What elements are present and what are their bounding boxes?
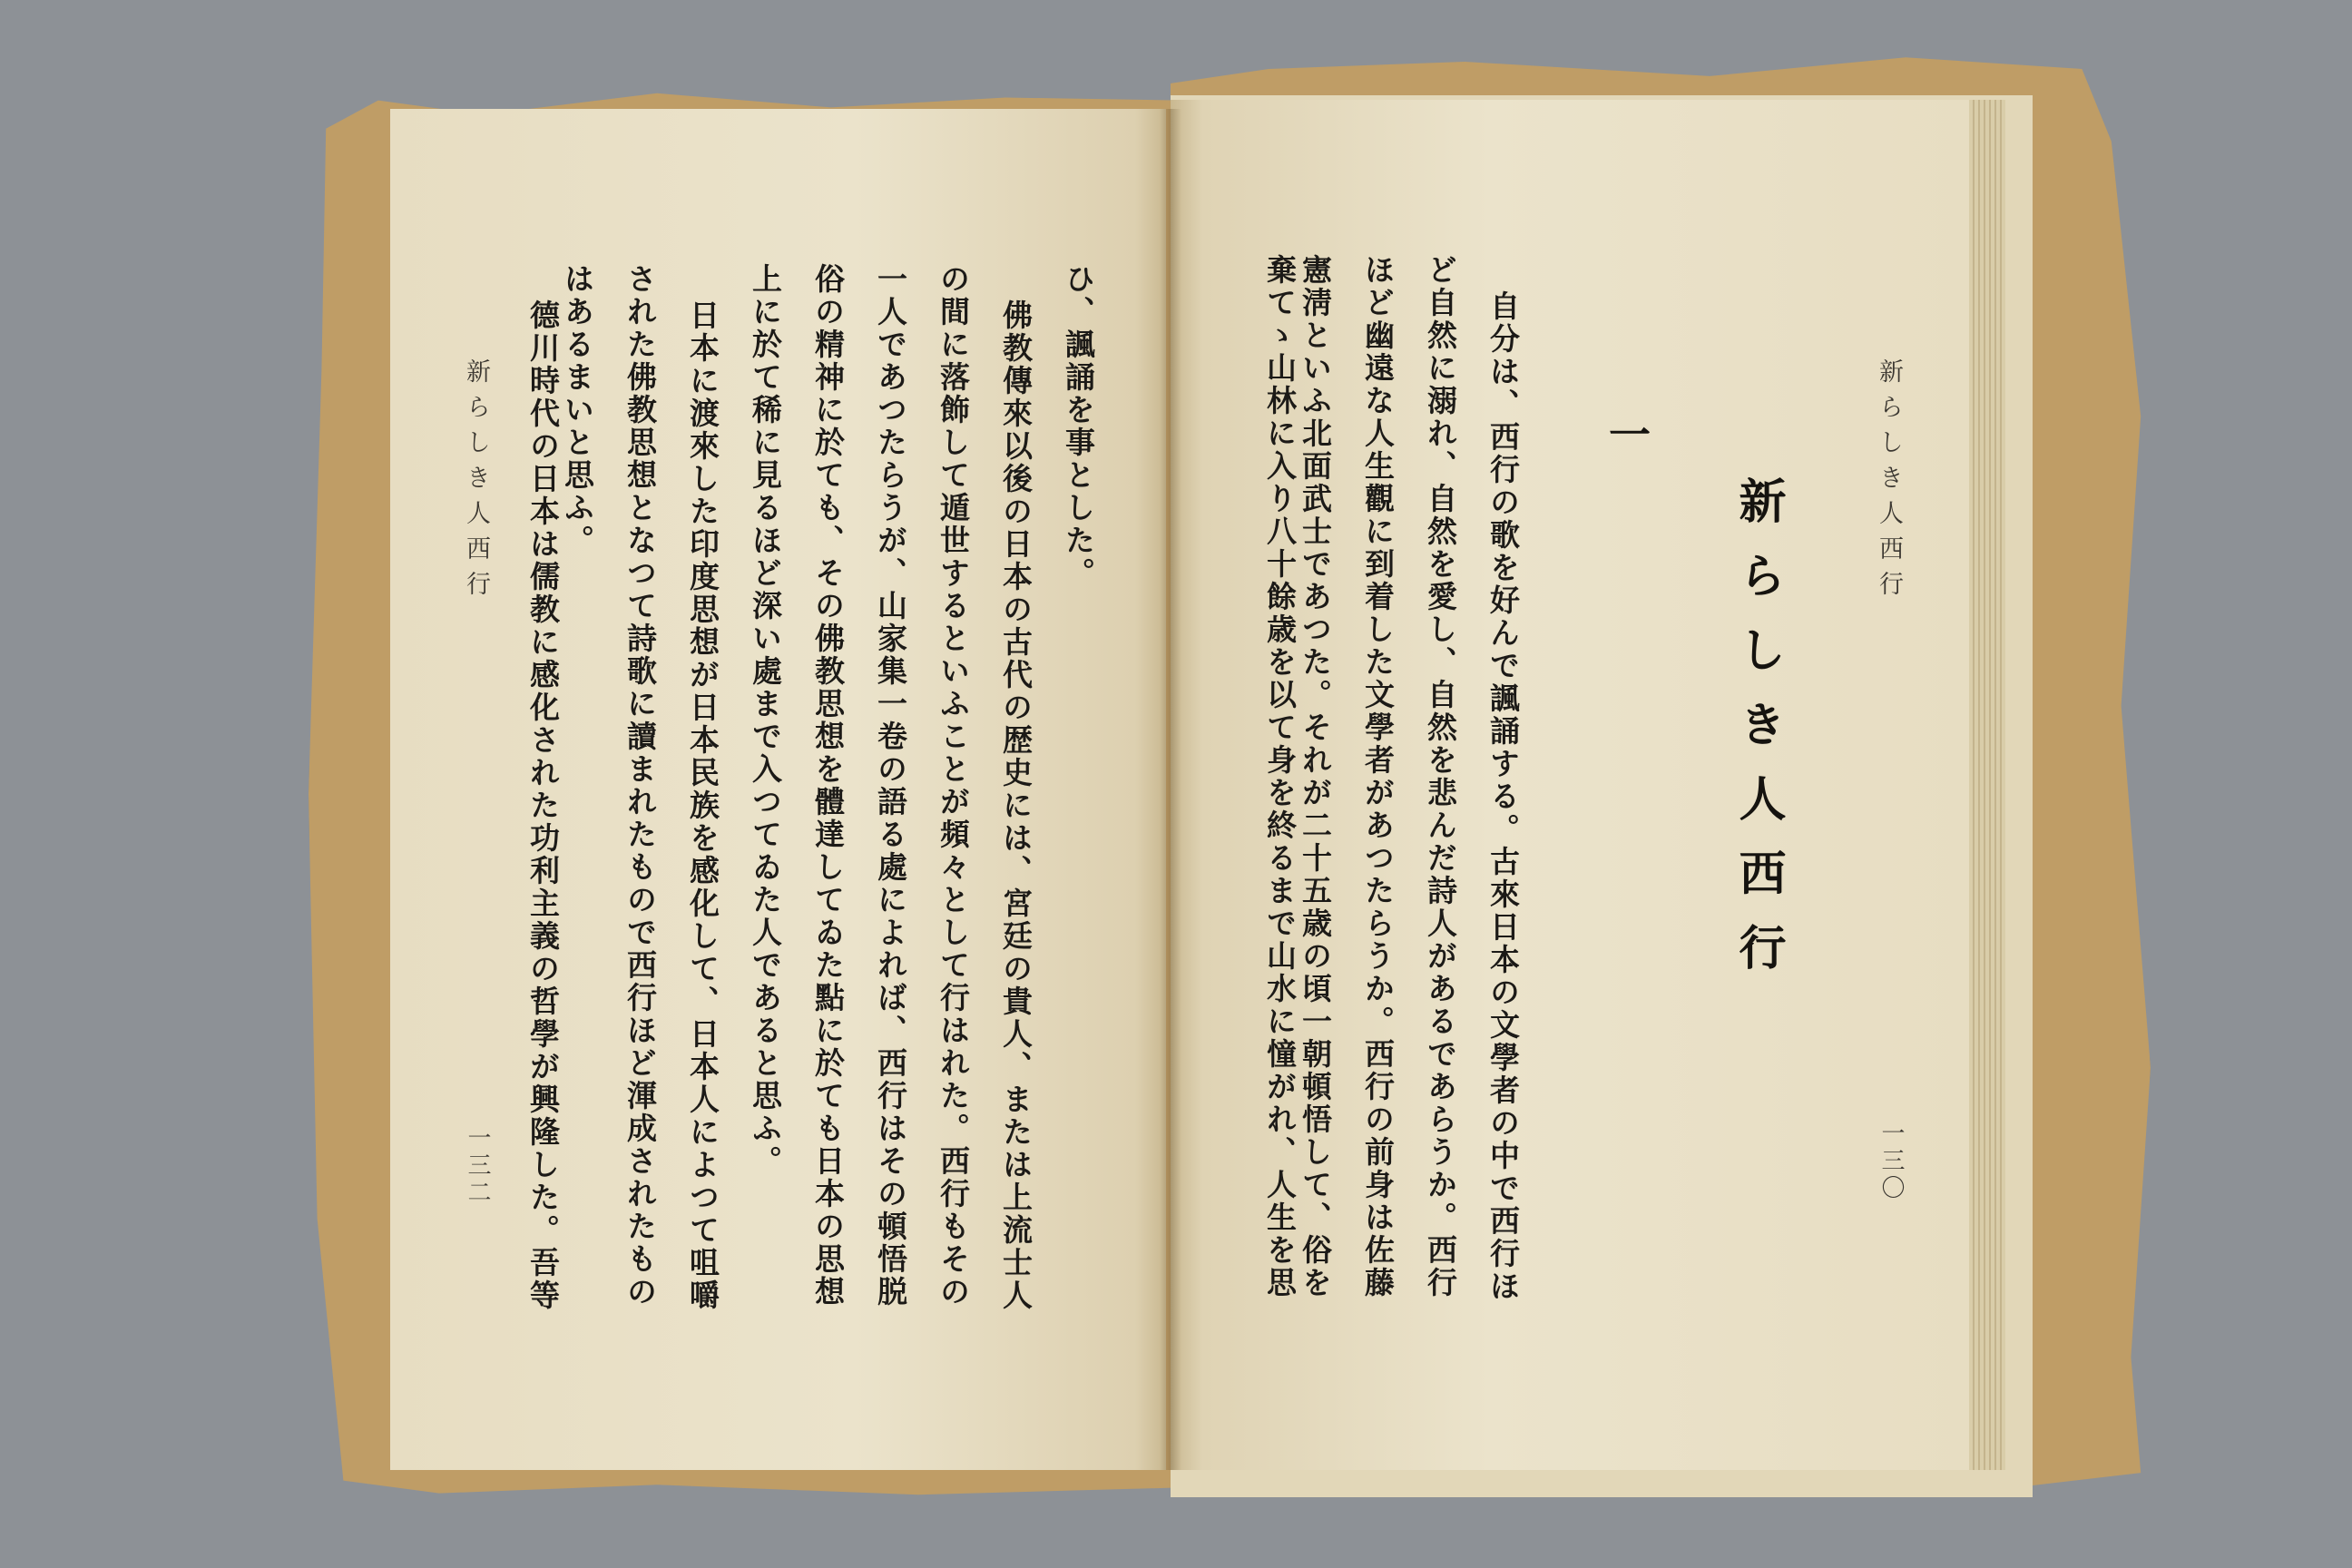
right-column-2: ど自然に溺れ、自然を愛し、自然を悲んだ詩人があるであらうか。西行 [1423,254,1458,1299]
left-column-8: された佛教思想となつて詩歌に讀まれたもので西行ほど渾成されたもの [622,263,658,1308]
right-column-3: ほど幽遠な人生觀に到着した文學者があつたらうか。西行の前身は佐藤 [1360,254,1396,1299]
book-gutter [1160,109,1181,1470]
left-column-2: 佛教傳來以後の日本の古代の歴史には、宮廷の貴人、または上流士人 [998,299,1034,1312]
left-page-number: 一三二 [464,1125,491,1207]
page-edges [1969,100,2005,1470]
right-column-4: 憲淸といふ北面武士であつた。それが二十五歳の頃一朝頓悟して、俗を [1298,254,1333,1299]
left-column-3: の間に落飾して遁世するといふことが頻々として行はれた。西行もその [936,263,971,1308]
left-column-6: 上に於て稀に見るほど深い處まで入つてゐた人であると思ふ。 [748,263,783,1178]
left-column-9: はあるまいと思ふ。 [560,263,595,557]
left-column-1: ひ、諷誦を事とした。 [1061,263,1096,590]
left-column-5: 俗の精神に於ても、その佛教思想を體達してゐた點に於ても日本の思想 [810,263,846,1308]
chapter-title: 新らしき人西行 [1730,476,1786,997]
left-column-10: 德川時代の日本は儒教に感化された功利主義の哲學が興隆した。吾等 [525,299,561,1312]
right-page-number: 一三〇 [1877,1121,1905,1202]
right-column-1: 自分は、西行の歌を好んで諷誦する。古來日本の文學者の中で西行ほ [1485,290,1521,1303]
left-column-7: 日本に渡來した印度思想が日本民族を感化して、日本人によつて咀嚼 [685,299,720,1312]
left-running-head: 新らしき人西行 [462,358,490,606]
left-column-4: 一人であつたらうが、山家集一卷の語る處によれば、西行はその頓悟脱 [873,263,908,1308]
right-running-head: 新らしき人西行 [1875,358,1903,606]
section-number: 一 [1602,413,1651,455]
right-column-5: 棄てゝ山林に入り八十餘歳を以て身を終るまで山水に憧がれ、人生を思 [1262,254,1298,1299]
